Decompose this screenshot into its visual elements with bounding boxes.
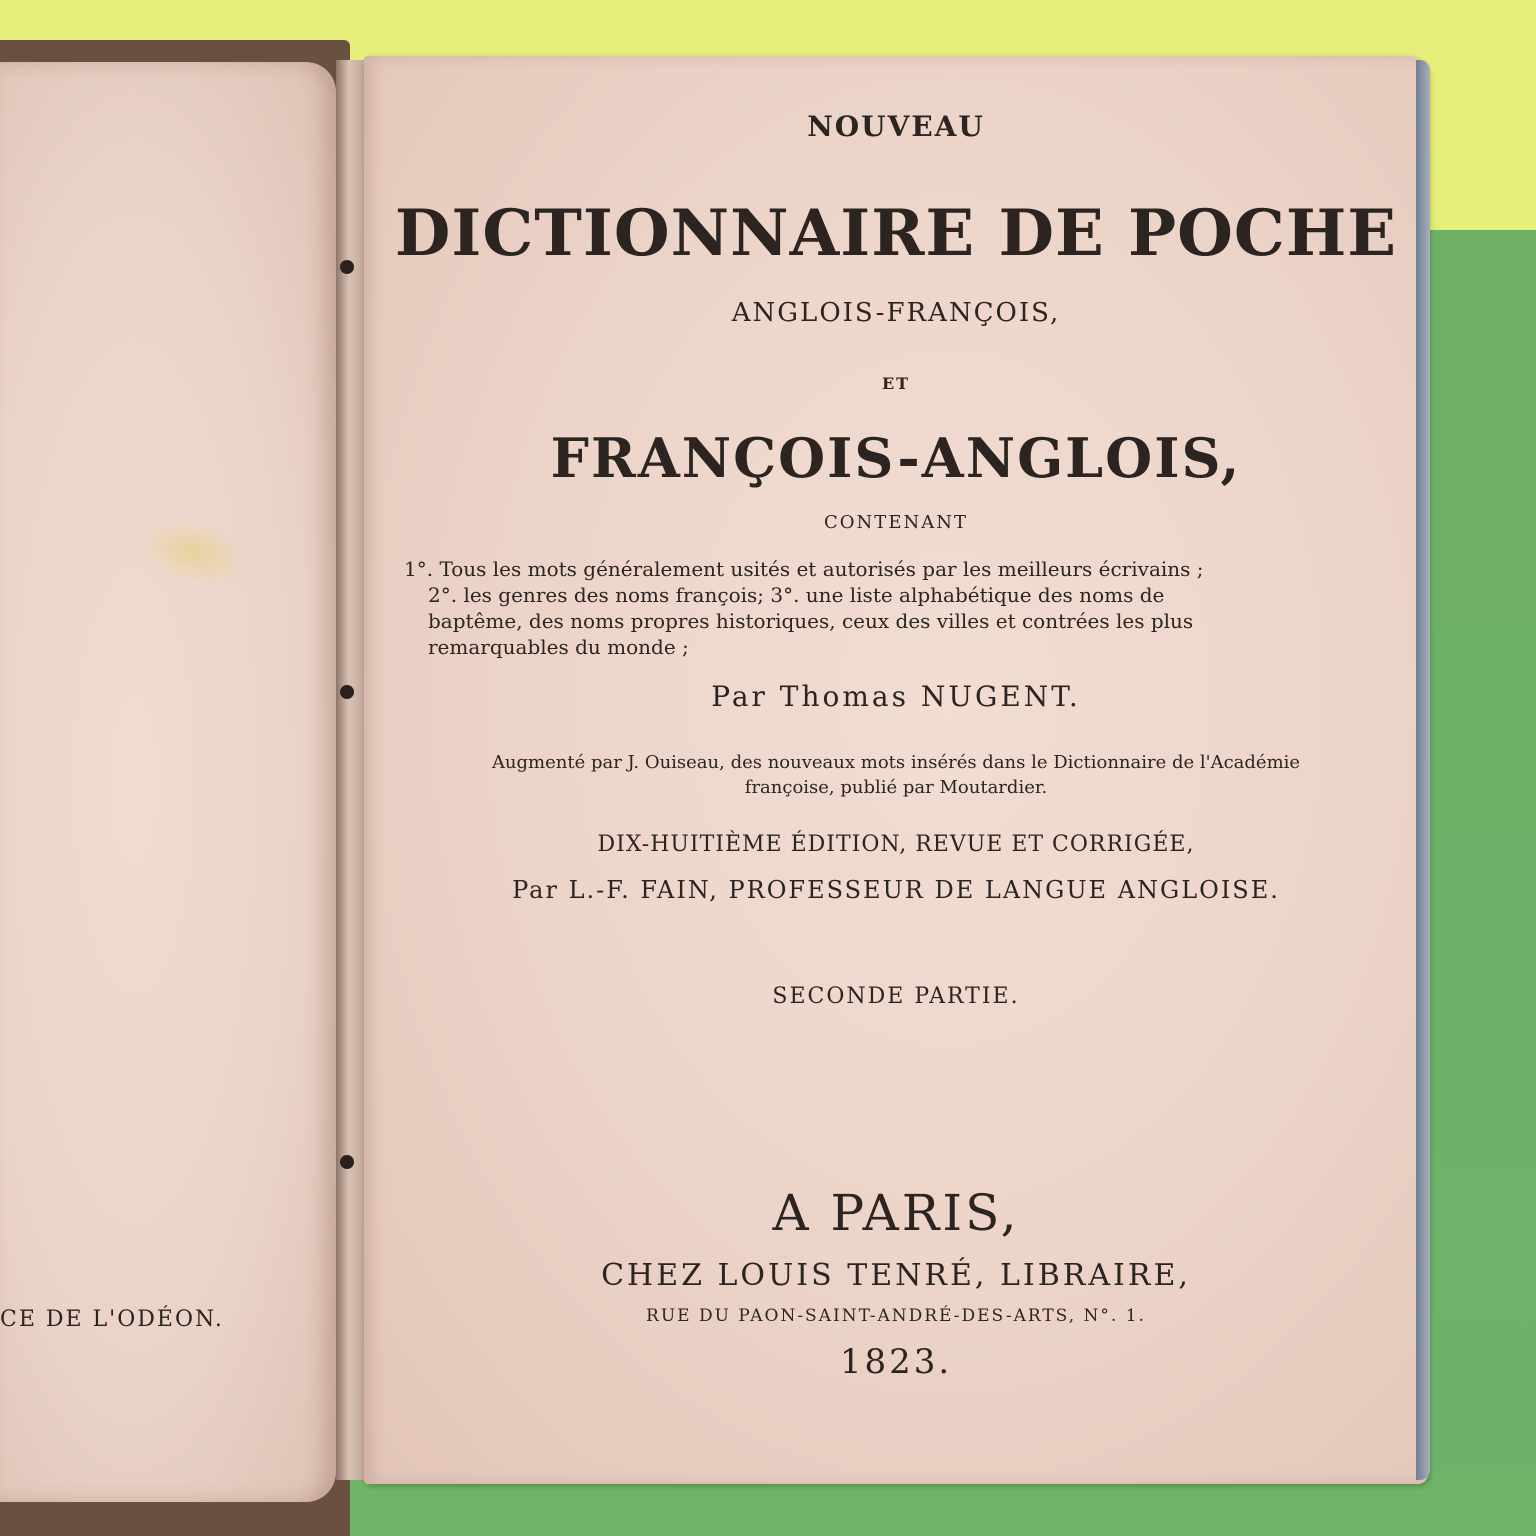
editor-line: Par L.-F. FAIN, PROFESSEUR DE LANGUE ANGLOISE.: [512, 876, 1280, 904]
part-label: SECONDE PARTIE.: [772, 984, 1020, 1009]
subtitle-anglois-francois: ANGLOIS-FRANÇOIS,: [731, 298, 1061, 328]
city-line: A PARIS,: [772, 1184, 1020, 1242]
left-page: [0, 62, 336, 1502]
conjunction-et: ET: [881, 374, 911, 393]
binding-hole: [340, 685, 354, 699]
contents-line: remarquables du monde ;: [428, 635, 689, 659]
binding-hole: [340, 1155, 354, 1169]
background-green-right: [1420, 230, 1536, 1536]
left-page-footer: CE DE L'ODÉON.: [0, 1307, 224, 1332]
title-page: [364, 56, 1428, 1484]
contents-paragraph: [404, 556, 1344, 660]
page-stain: [132, 509, 254, 595]
contents-line: 1°. Tous les mots généralement usités et autorisés par les meilleurs écrivains ;: [404, 557, 1204, 581]
address-line: RUE DU PAON-SAINT-ANDRÉ-DES-ARTS, N°. 1.: [646, 1306, 1146, 1326]
year-line: 1823.: [839, 1342, 953, 1382]
contenant-label: CONTENANT: [824, 512, 968, 533]
page-edge: [1416, 60, 1430, 1480]
augmented-line: Augmenté par J. Ouiseau, des nouveaux mots insérés dans le Dictionnaire de l'Académie: [491, 752, 1301, 773]
main-title: DICTIONNAIRE DE POCHE: [394, 196, 1398, 271]
augmented-line: françoise, publié par Moutardier.: [744, 777, 1048, 798]
contents-line: baptême, des noms propres historiques, ceux des villes et contrées les plus: [428, 609, 1194, 633]
contents-line: 2°. les genres des noms françois; 3°. une liste alphabétique des noms de: [428, 583, 1165, 607]
subtitle-francois-anglois: FRANÇOIS-ANGLOIS,: [550, 426, 1242, 490]
augmented-paragraph: [364, 750, 1428, 800]
author-line: Par Thomas NUGENT.: [711, 680, 1081, 713]
edition-line: DIX-HUITIÈME ÉDITION, REVUE ET CORRIGÉE,: [597, 832, 1195, 857]
binding-hole: [340, 260, 354, 274]
nouveau-heading: NOUVEAU: [807, 110, 985, 143]
publisher-line: CHEZ LOUIS TENRÉ, LIBRAIRE,: [601, 1258, 1191, 1293]
